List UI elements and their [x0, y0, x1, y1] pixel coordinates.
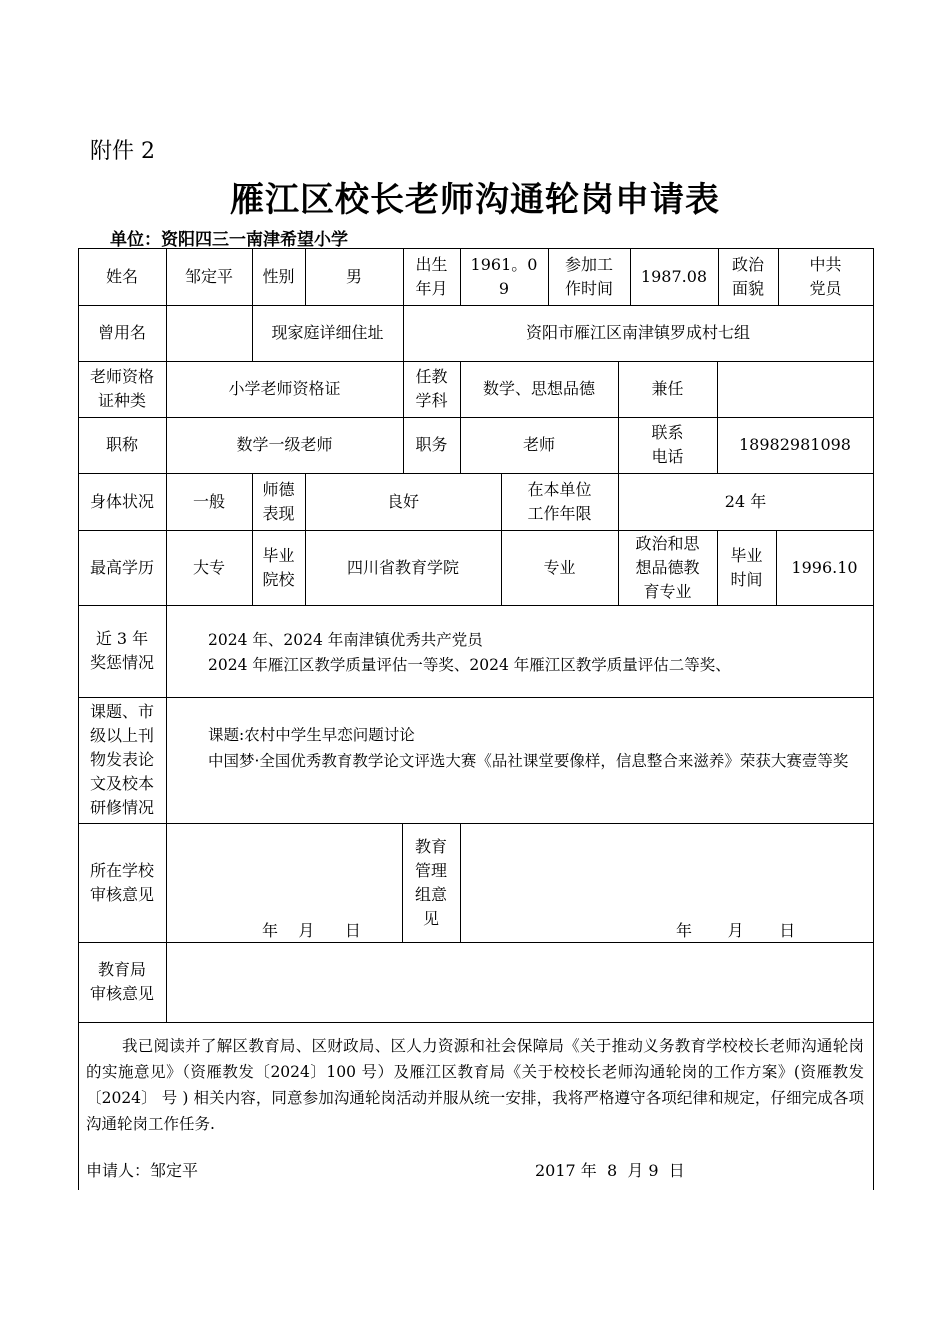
value-politics: 中共 党员	[809, 254, 842, 298]
label-name: 姓名	[105, 266, 138, 286]
value-former-name	[166, 305, 252, 361]
label-rank: 职称	[105, 435, 138, 454]
value-gender: 男	[345, 266, 362, 286]
value-phone: 18982981098	[739, 435, 851, 454]
value-subject: 数学、思想品德	[482, 379, 595, 398]
value-ethics: 良好	[386, 491, 419, 511]
label-part-time: 兼任	[651, 379, 684, 398]
value-part-time	[717, 361, 873, 417]
value-education: 大专	[192, 557, 225, 577]
label-politics: 政治 面貌	[731, 254, 764, 298]
value-name: 邹定平	[184, 266, 233, 286]
value-rank: 数学一级老师	[236, 435, 333, 454]
label-birth: 出生 年月	[415, 254, 448, 298]
value-birth: 1961。0 9	[470, 254, 538, 298]
label-work-start: 参加工 作时间	[564, 254, 613, 298]
grid-line	[166, 605, 167, 1022]
mgmt-review-date: 年 月 日	[676, 921, 796, 940]
value-graduation-time: 1996.10	[791, 557, 858, 577]
grid-line	[78, 605, 874, 606]
label-graduation-time: 毕业 时间	[730, 545, 763, 589]
label-address: 现家庭详细住址	[271, 323, 384, 342]
grid-line	[78, 697, 874, 698]
label-awards: 近 3 年 奖惩情况	[89, 629, 154, 672]
label-school-review: 所在学校 审核意见	[89, 860, 154, 904]
label-graduate-school: 毕业 院校	[262, 545, 295, 589]
label-research: 课题、市 级以上刊 物发表论 文及校本 研修情况	[89, 702, 154, 817]
page-title: 雁江区校长老师沟通轮岗申请表	[230, 180, 720, 220]
label-former-name: 曾用名	[97, 323, 146, 342]
value-address: 资阳市雁江区南津镇罗成村七组	[525, 323, 750, 342]
value-years-at-unit: 24 年	[724, 491, 767, 511]
label-gender: 性别	[262, 266, 295, 286]
label-years-at-unit: 在本单位 工作年限	[527, 479, 592, 523]
value-post: 老师	[522, 435, 555, 454]
label-ethics: 师德 表现	[262, 479, 295, 523]
research-line-1: 课题:农村中学生早恋问题讨论	[208, 726, 415, 744]
label-post: 职务	[415, 435, 448, 454]
label-education: 最高学历	[89, 557, 154, 577]
awards-line-1: 2024 年、2024 年南津镇优秀共产党员	[208, 631, 483, 649]
label-certificate: 老师资格 证种类	[89, 367, 154, 410]
unit-line: 单位：资阳四三一南津希望小学	[110, 230, 348, 250]
value-major: 政治和思 想品德教 育专业	[635, 533, 700, 601]
declaration-text: 我已阅读并了解区教育局、区财政局、区人力资源和社会保障局《关于推动义务教育学校校长老师沟通轮岗的实施意见》（资雁教发〔2024〕100 号）及雁江区教育局《关于校校长老师沟通轮岗的工作方案》(资雁教发〔2024〕 号 ) 相关内容，同意参加沟通轮岗活动并服从统一安排，我将严格遵守各项纪律和规定，仔细完成各项沟通轮岗工作任务.	[86, 1037, 864, 1133]
label-bureau-review: 教育局 审核意见	[89, 960, 154, 1003]
grid-line	[78, 1022, 874, 1023]
value-certificate: 小学老师资格证	[228, 379, 341, 398]
grid-line	[78, 942, 874, 943]
label-major: 专业	[543, 557, 576, 577]
label-phone: 联系 电话	[651, 423, 684, 466]
awards-line-2: 2024 年雁江区教学质量评估一等奖、2024 年雁江区教学质量评估二等奖、	[208, 656, 731, 674]
grid-line	[460, 823, 461, 942]
attachment-label: 附件 2	[90, 139, 155, 164]
grid-line	[78, 823, 874, 824]
label-subject: 任教 学科	[415, 367, 448, 410]
research-line-2: 中国梦·全国优秀教育教学论文评选大赛《品社课堂要像样，信息整合来滋养》荣获大赛壹等奖	[208, 752, 849, 770]
applicant-name: 申请人：邹定平	[86, 1161, 199, 1180]
grid-line	[873, 248, 874, 1190]
declaration-date: 2017 年 8 月 9 日	[535, 1161, 685, 1180]
label-mgmt-review: 教育 管理 组意 见	[414, 836, 447, 928]
school-review-date: 年 月 日	[262, 921, 361, 940]
value-work-start: 1987.08	[640, 266, 708, 286]
label-health: 身体状况	[89, 491, 154, 511]
value-graduate-school: 四川省教育学院	[346, 557, 459, 577]
value-health: 一般	[192, 491, 225, 511]
